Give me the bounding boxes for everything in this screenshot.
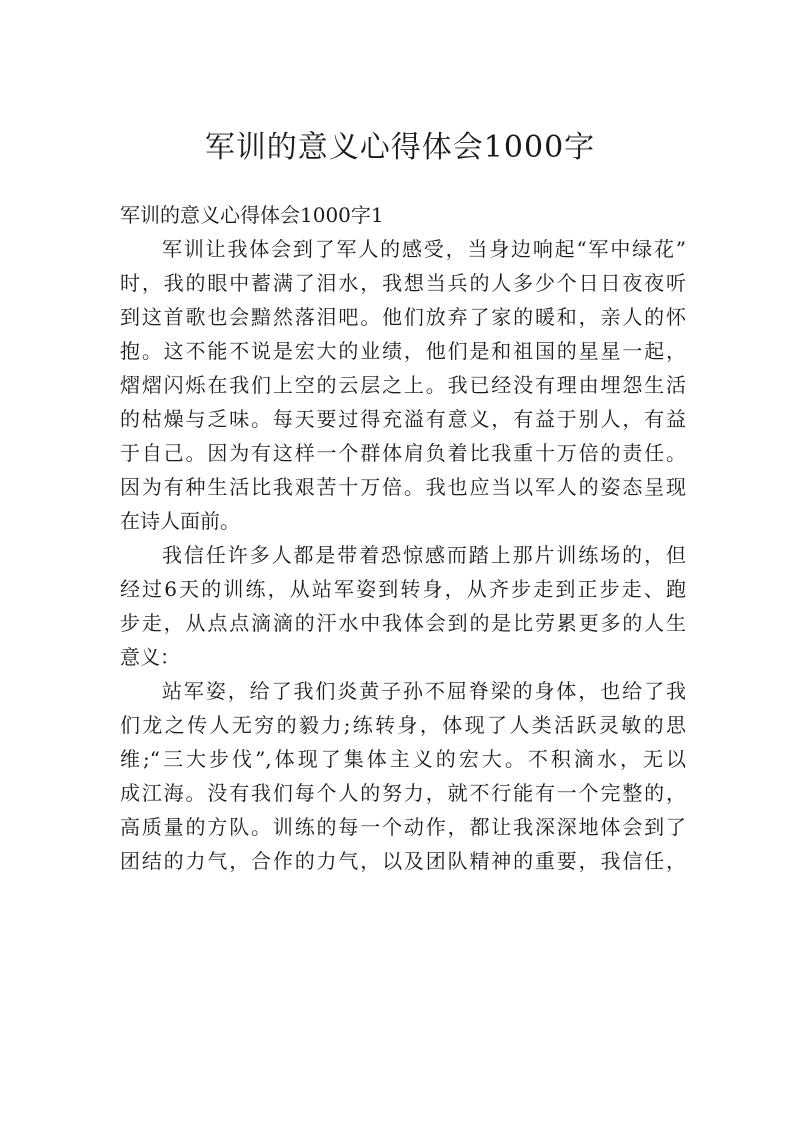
text-line: 经过6天的训练，从站军姿到转身，从齐步走到正步走、跑 — [120, 577, 686, 601]
text-line: 抱。这不能不说是宏大的业绩，他们是和祖国的星星一起， — [120, 339, 686, 363]
text-line: 于自己。因为有这样一个群体肩负着比我重十万倍的责任。 — [120, 441, 686, 465]
text-line: 高质量的方队。训练的每一个动作，都让我深深地体会到了 — [120, 815, 686, 839]
document-body — [120, 198, 686, 878]
text-line: 时，我的眼中蓄满了泪水，我想当兵的人多少个日日夜夜听 — [120, 271, 686, 295]
document-title: 军训的意义心得体会1000字 — [204, 130, 596, 165]
text-line: 的枯燥与乏味。每天要过得充溢有意义，有益于别人，有益 — [120, 407, 686, 431]
paragraph-3 — [120, 674, 686, 878]
text-line: 军训让我体会到了军人的感受，当身边响起“军中绿花” — [162, 237, 686, 261]
text-line: 维;“三大步伐”,体现了集体主义的宏大。不积滴水，无以 — [120, 747, 686, 771]
section-heading: 军训的意义心得体会1000字1 — [120, 203, 384, 227]
text-line: 成江海。没有我们每个人的努力，就不行能有一个完整的， — [120, 781, 686, 805]
text-line: 步走，从点点滴滴的汗水中我体会到的是比劳累更多的人生 — [120, 611, 686, 635]
text-line: 熠熠闪烁在我们上空的云层之上。我已经没有理由埋怨生活 — [120, 373, 686, 397]
text-line: 团结的力气，合作的力气，以及团队精神的重要，我信任， — [120, 849, 686, 873]
text-line: 们龙之传人无穷的毅力;练转身，体现了人类活跃灵敏的思 — [120, 713, 686, 737]
text-line: 站军姿，给了我们炎黄子孙不屈脊梁的身体，也给了我 — [162, 679, 686, 703]
text-line: 我信任许多人都是带着恐惊感而踏上那片训练场的，但 — [162, 543, 686, 567]
text-line: 在诗人面前。 — [120, 509, 240, 533]
paragraph-2 — [120, 538, 686, 674]
text-line: 到这首歌也会黯然落泪吧。他们放弃了家的暖和，亲人的怀 — [120, 305, 686, 329]
text-line: 意义： — [120, 645, 180, 669]
paragraph-1 — [120, 232, 686, 538]
text-line: 因为有种生活比我艰苦十万倍。我也应当以军人的姿态呈现 — [120, 475, 686, 499]
